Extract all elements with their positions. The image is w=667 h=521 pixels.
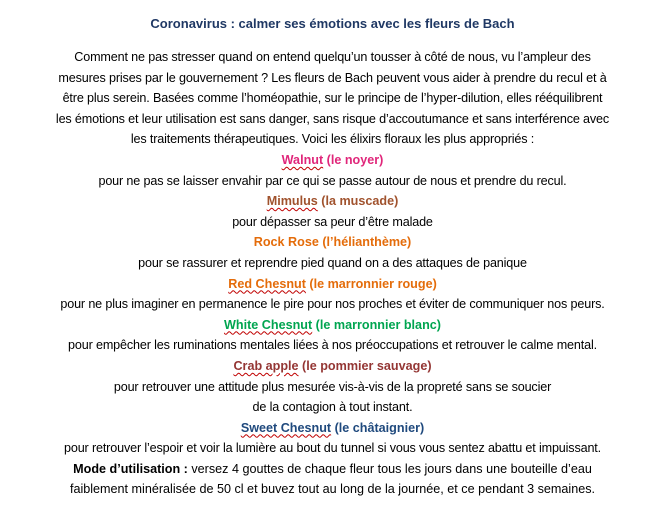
intro-line: mesures prises par le gouvernement ? Les fleurs de Bach peuvent vous aider à prendre du recul et à <box>58 70 607 85</box>
flower-description: pour ne plus imaginer en permanence le pire pour nos proches et éviter de communiquer nos peurs. <box>60 297 605 312</box>
flower-name-rest: (le marronnier blanc) <box>312 317 441 332</box>
intro-paragraph <box>28 47 637 150</box>
usage-text: versez 4 gouttes de chaque fleur tous les jours dans une bouteille d’eau <box>187 461 592 476</box>
flower-name-word: Crab apple <box>233 358 299 373</box>
flower-name-crab-apple <box>28 356 637 377</box>
flower-name-word: Mimulus <box>266 194 318 209</box>
flower-description: pour empêcher les ruminations mentales liées à nos préoccupations et retrouver le calme mental. <box>68 338 597 353</box>
flower-name-rest: (la muscade) <box>317 194 399 209</box>
usage-line <box>28 459 637 480</box>
flower-name-rest: (le pommier sauvage) <box>298 358 432 373</box>
usage-line: faiblement minéralisée de 50 cl et buvez tout au long de la journée, et ce pendant 3 semaines. <box>69 482 596 497</box>
flower-description: pour ne pas se laisser envahir par ce qui se passe autour de nous et prendre du recul. <box>98 173 567 188</box>
flower-name-word: Walnut <box>281 152 324 167</box>
flower-name-rest: (le noyer) <box>323 152 384 167</box>
flower-name-word: Sweet Chesnut <box>240 420 332 435</box>
flower-description: pour retrouver une attitude plus mesurée vis-à-vis de la propreté sans se soucier <box>113 379 552 394</box>
flower-name-rock-rose <box>28 232 637 253</box>
flower-name-rest: (le châtaignier) <box>331 420 425 435</box>
flower-name-rest: Rock Rose (l’hélianthème) <box>253 235 412 250</box>
intro-line: les émotions et leur utilisation est sans danger, sans risque d’accoutumance et sans interférence avec <box>55 111 610 126</box>
intro-line: être plus serein. Basées comme l’homéopathie, sur le principe de l’hyper-dilution, elles rééquilibrent <box>62 91 603 106</box>
usage-label: Mode d’utilisation : <box>73 461 188 476</box>
intro-line: les traitements thérapeutiques. Voici les élixirs floraux les plus appropriés : <box>130 132 535 147</box>
flower-description: pour retrouver l’espoir et voir la lumière au bout du tunnel si vous vous sentez abattu et impuissant. <box>63 441 602 456</box>
flower-description: pour dépasser sa peur d’être malade <box>232 214 433 229</box>
flower-name-rest: (le marronnier rouge) <box>305 276 437 291</box>
flower-name-sweet-chesnut <box>28 418 637 439</box>
flower-description: pour se rassurer et reprendre pied quand on a des attaques de panique <box>138 255 527 270</box>
usage-instructions <box>28 459 637 500</box>
document-title: Coronavirus : calmer ses émotions avec les fleurs de Bach <box>150 16 515 31</box>
flower-name-red-chesnut <box>28 274 637 295</box>
flower-name-mimulus <box>28 191 637 212</box>
flower-name-word: Red Chesnut <box>228 276 306 291</box>
flower-name-walnut <box>28 150 637 171</box>
flower-name-white-chesnut <box>28 315 637 336</box>
flower-list <box>28 150 637 459</box>
intro-line: Comment ne pas stresser quand on entend quelqu’un tousser à côté de nous, vu l’ampleur des <box>74 50 591 64</box>
flower-name-word: White Chesnut <box>224 317 313 332</box>
flower-description: de la contagion à tout instant. <box>252 400 413 415</box>
